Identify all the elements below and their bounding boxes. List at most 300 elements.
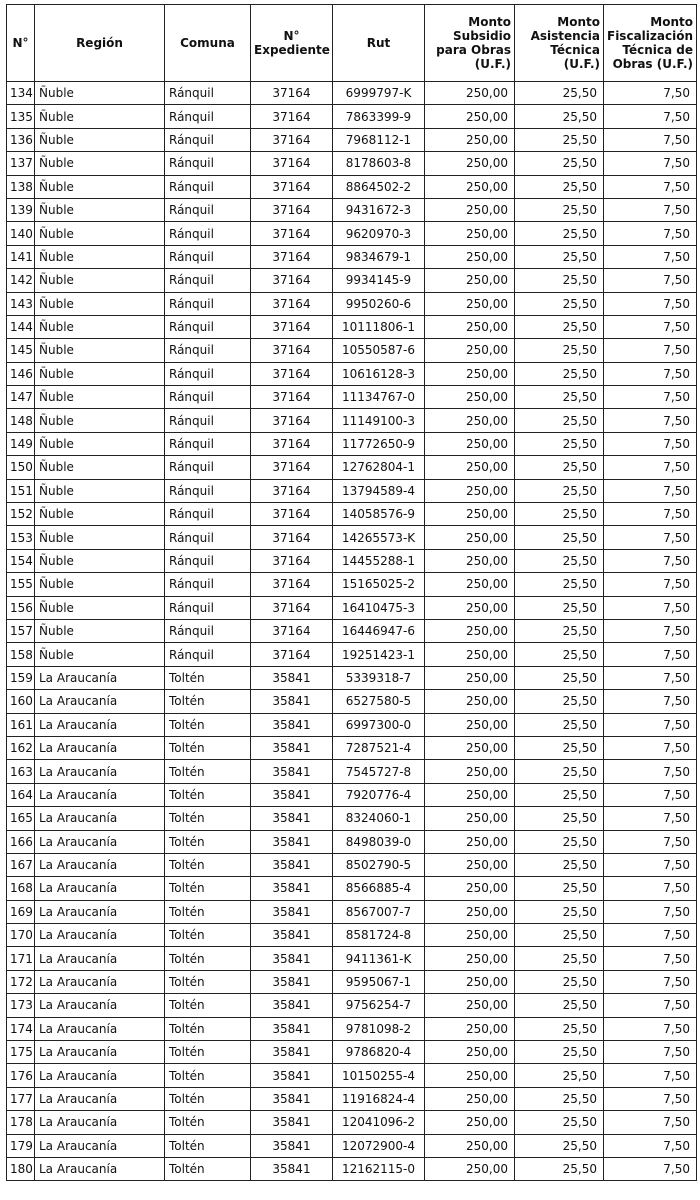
cell-rut: 8498039-0 [333,830,425,853]
cell-monto-asistencia: 25,50 [515,994,604,1017]
cell-monto-asistencia: 25,50 [515,1111,604,1134]
cell-monto-subsidio: 250,00 [425,760,515,783]
cell-region: Ñuble [35,503,165,526]
cell-comuna: Toltén [165,1157,251,1180]
cell-num: 139 [7,198,35,221]
cell-comuna: Ránquil [165,643,251,666]
cell-region: La Araucanía [35,690,165,713]
cell-num: 165 [7,807,35,830]
cell-monto-asistencia: 25,50 [515,315,604,338]
cell-num: 154 [7,549,35,572]
cell-monto-asistencia: 25,50 [515,105,604,128]
cell-num: 152 [7,503,35,526]
table-row [7,362,697,385]
cell-rut: 8178603-8 [333,152,425,175]
cell-region: La Araucanía [35,994,165,1017]
cell-monto-fiscalizacion: 7,50 [604,736,697,759]
cell-comuna: Ránquil [165,573,251,596]
cell-expediente: 35841 [251,690,333,713]
cell-monto-asistencia: 25,50 [515,526,604,549]
cell-region: La Araucanía [35,1064,165,1087]
cell-comuna: Toltén [165,760,251,783]
cell-region: Ñuble [35,409,165,432]
cell-monto-fiscalizacion: 7,50 [604,853,697,876]
cell-monto-subsidio: 250,00 [425,1134,515,1157]
table-row [7,526,697,549]
cell-comuna: Toltén [165,1041,251,1064]
cell-rut: 9620970-3 [333,222,425,245]
cell-comuna: Ránquil [165,526,251,549]
cell-rut: 9781098-2 [333,1017,425,1040]
cell-monto-subsidio: 250,00 [425,970,515,993]
cell-expediente: 35841 [251,713,333,736]
cell-comuna: Ránquil [165,386,251,409]
cell-num: 144 [7,315,35,338]
table-row [7,690,697,713]
cell-monto-subsidio: 250,00 [425,362,515,385]
cell-monto-fiscalizacion: 7,50 [604,713,697,736]
cell-region: Ñuble [35,269,165,292]
cell-monto-asistencia: 25,50 [515,245,604,268]
table-body [7,82,697,1181]
cell-monto-subsidio: 250,00 [425,105,515,128]
cell-region: La Araucanía [35,736,165,759]
cell-monto-asistencia: 25,50 [515,783,604,806]
table-row [7,736,697,759]
cell-num: 175 [7,1041,35,1064]
cell-monto-fiscalizacion: 7,50 [604,643,697,666]
cell-monto-asistencia: 25,50 [515,830,604,853]
cell-comuna: Ránquil [165,82,251,105]
cell-num: 161 [7,713,35,736]
cell-region: Ñuble [35,526,165,549]
cell-monto-asistencia: 25,50 [515,198,604,221]
cell-num: 162 [7,736,35,759]
cell-rut: 11772650-9 [333,432,425,455]
cell-rut: 11916824-4 [333,1087,425,1110]
cell-rut: 12162115-0 [333,1157,425,1180]
cell-monto-fiscalizacion: 7,50 [604,198,697,221]
cell-monto-asistencia: 25,50 [515,573,604,596]
cell-num: 155 [7,573,35,596]
cell-comuna: Toltén [165,853,251,876]
cell-monto-subsidio: 250,00 [425,222,515,245]
cell-num: 138 [7,175,35,198]
cell-num: 140 [7,222,35,245]
cell-monto-asistencia: 25,50 [515,175,604,198]
table-row [7,269,697,292]
cell-monto-fiscalizacion: 7,50 [604,666,697,689]
cell-monto-subsidio: 250,00 [425,690,515,713]
cell-monto-fiscalizacion: 7,50 [604,690,697,713]
cell-monto-asistencia: 25,50 [515,1017,604,1040]
cell-expediente: 35841 [251,1041,333,1064]
cell-comuna: Ránquil [165,596,251,619]
cell-region: La Araucanía [35,924,165,947]
cell-rut: 12041096-2 [333,1111,425,1134]
cell-monto-fiscalizacion: 7,50 [604,877,697,900]
cell-comuna: Ránquil [165,362,251,385]
table-row [7,456,697,479]
cell-rut: 9595067-1 [333,970,425,993]
cell-region: Ñuble [35,456,165,479]
cell-monto-subsidio: 250,00 [425,666,515,689]
cell-rut: 5339318-7 [333,666,425,689]
cell-expediente: 37164 [251,222,333,245]
cell-rut: 9431672-3 [333,198,425,221]
header-expediente: N° Expediente [251,5,333,82]
cell-comuna: Ránquil [165,292,251,315]
cell-monto-fiscalizacion: 7,50 [604,970,697,993]
cell-region: Ñuble [35,549,165,572]
cell-comuna: Ránquil [165,315,251,338]
cell-monto-subsidio: 250,00 [425,409,515,432]
table-row [7,245,697,268]
cell-num: 167 [7,853,35,876]
cell-num: 148 [7,409,35,432]
cell-monto-subsidio: 250,00 [425,339,515,362]
cell-region: Ñuble [35,479,165,502]
cell-monto-subsidio: 250,00 [425,783,515,806]
cell-monto-fiscalizacion: 7,50 [604,760,697,783]
table-row [7,82,697,105]
cell-expediente: 35841 [251,994,333,1017]
cell-rut: 13794589-4 [333,479,425,502]
cell-monto-fiscalizacion: 7,50 [604,807,697,830]
cell-rut: 9756254-7 [333,994,425,1017]
cell-monto-subsidio: 250,00 [425,947,515,970]
table-row [7,386,697,409]
cell-num: 134 [7,82,35,105]
cell-expediente: 37164 [251,456,333,479]
cell-expediente: 35841 [251,900,333,923]
table-row [7,877,697,900]
cell-monto-subsidio: 250,00 [425,736,515,759]
cell-rut: 6997300-0 [333,713,425,736]
cell-expediente: 35841 [251,877,333,900]
cell-monto-subsidio: 250,00 [425,386,515,409]
cell-comuna: Toltén [165,1111,251,1134]
cell-expediente: 37164 [251,409,333,432]
cell-comuna: Toltén [165,970,251,993]
cell-rut: 11149100-3 [333,409,425,432]
cell-monto-subsidio: 250,00 [425,924,515,947]
cell-comuna: Ránquil [165,245,251,268]
cell-expediente: 37164 [251,596,333,619]
cell-monto-subsidio: 250,00 [425,245,515,268]
cell-expediente: 37164 [251,175,333,198]
cell-num: 157 [7,619,35,642]
cell-expediente: 37164 [251,386,333,409]
cell-comuna: Toltén [165,783,251,806]
cell-rut: 7545727-8 [333,760,425,783]
cell-monto-subsidio: 250,00 [425,643,515,666]
cell-region: La Araucanía [35,713,165,736]
table-row [7,128,697,151]
cell-monto-subsidio: 250,00 [425,713,515,736]
cell-region: La Araucanía [35,853,165,876]
cell-monto-asistencia: 25,50 [515,222,604,245]
cell-rut: 11134767-0 [333,386,425,409]
header-num: N° [7,5,35,82]
cell-region: La Araucanía [35,1041,165,1064]
cell-comuna: Toltén [165,947,251,970]
cell-monto-asistencia: 25,50 [515,1041,604,1064]
cell-expediente: 35841 [251,807,333,830]
cell-num: 168 [7,877,35,900]
cell-region: Ñuble [35,128,165,151]
cell-num: 174 [7,1017,35,1040]
cell-monto-fiscalizacion: 7,50 [604,573,697,596]
cell-monto-fiscalizacion: 7,50 [604,924,697,947]
table-row [7,152,697,175]
cell-expediente: 37164 [251,82,333,105]
cell-region: Ñuble [35,292,165,315]
cell-region: Ñuble [35,619,165,642]
cell-comuna: Toltén [165,1087,251,1110]
cell-expediente: 37164 [251,105,333,128]
cell-monto-asistencia: 25,50 [515,736,604,759]
cell-monto-asistencia: 25,50 [515,503,604,526]
cell-region: Ñuble [35,152,165,175]
table-row [7,783,697,806]
cell-num: 142 [7,269,35,292]
cell-num: 178 [7,1111,35,1134]
cell-monto-subsidio: 250,00 [425,456,515,479]
cell-monto-fiscalizacion: 7,50 [604,1017,697,1040]
cell-monto-subsidio: 250,00 [425,152,515,175]
cell-monto-fiscalizacion: 7,50 [604,1041,697,1064]
cell-expediente: 35841 [251,666,333,689]
cell-monto-fiscalizacion: 7,50 [604,1087,697,1110]
cell-monto-fiscalizacion: 7,50 [604,479,697,502]
table-row [7,503,697,526]
cell-comuna: Ránquil [165,175,251,198]
cell-region: Ñuble [35,596,165,619]
cell-comuna: Toltén [165,807,251,830]
cell-region: La Araucanía [35,783,165,806]
cell-num: 180 [7,1157,35,1180]
cell-rut: 9786820-4 [333,1041,425,1064]
cell-monto-asistencia: 25,50 [515,713,604,736]
cell-num: 158 [7,643,35,666]
cell-num: 160 [7,690,35,713]
cell-rut: 9834679-1 [333,245,425,268]
cell-region: La Araucanía [35,1111,165,1134]
table-row [7,900,697,923]
cell-comuna: Ránquil [165,198,251,221]
cell-monto-fiscalizacion: 7,50 [604,152,697,175]
cell-monto-subsidio: 250,00 [425,82,515,105]
cell-region: La Araucanía [35,666,165,689]
cell-monto-fiscalizacion: 7,50 [604,432,697,455]
cell-monto-asistencia: 25,50 [515,619,604,642]
cell-monto-fiscalizacion: 7,50 [604,900,697,923]
cell-monto-subsidio: 250,00 [425,315,515,338]
cell-rut: 7968112-1 [333,128,425,151]
cell-num: 172 [7,970,35,993]
cell-expediente: 37164 [251,339,333,362]
cell-region: Ñuble [35,198,165,221]
table-row [7,619,697,642]
cell-expediente: 37164 [251,573,333,596]
cell-monto-fiscalizacion: 7,50 [604,222,697,245]
cell-num: 143 [7,292,35,315]
cell-num: 179 [7,1134,35,1157]
cell-num: 163 [7,760,35,783]
cell-monto-asistencia: 25,50 [515,947,604,970]
cell-rut: 8567007-7 [333,900,425,923]
cell-region: La Araucanía [35,807,165,830]
cell-region: Ñuble [35,573,165,596]
cell-num: 135 [7,105,35,128]
cell-comuna: Toltén [165,1064,251,1087]
cell-rut: 6999797-K [333,82,425,105]
cell-comuna: Ránquil [165,456,251,479]
cell-region: Ñuble [35,362,165,385]
cell-monto-asistencia: 25,50 [515,1064,604,1087]
table-row [7,1157,697,1180]
cell-rut: 8324060-1 [333,807,425,830]
cell-comuna: Ránquil [165,409,251,432]
cell-rut: 14455288-1 [333,549,425,572]
cell-rut: 10616128-3 [333,362,425,385]
cell-rut: 14265573-K [333,526,425,549]
cell-monto-asistencia: 25,50 [515,807,604,830]
cell-monto-asistencia: 25,50 [515,479,604,502]
table-row [7,479,697,502]
cell-expediente: 37164 [251,245,333,268]
table-row [7,315,697,338]
cell-monto-fiscalizacion: 7,50 [604,503,697,526]
cell-monto-subsidio: 250,00 [425,619,515,642]
cell-rut: 10550587-6 [333,339,425,362]
cell-num: 141 [7,245,35,268]
table-row [7,947,697,970]
cell-monto-subsidio: 250,00 [425,198,515,221]
cell-region: Ñuble [35,245,165,268]
cell-monto-fiscalizacion: 7,50 [604,315,697,338]
cell-monto-asistencia: 25,50 [515,409,604,432]
cell-region: Ñuble [35,643,165,666]
cell-monto-subsidio: 250,00 [425,994,515,1017]
cell-region: Ñuble [35,175,165,198]
cell-region: Ñuble [35,315,165,338]
cell-monto-subsidio: 250,00 [425,175,515,198]
cell-monto-subsidio: 250,00 [425,596,515,619]
table-row [7,292,697,315]
table-header [7,5,697,82]
cell-region: Ñuble [35,339,165,362]
cell-monto-fiscalizacion: 7,50 [604,596,697,619]
table-row [7,643,697,666]
cell-expediente: 35841 [251,1017,333,1040]
cell-rut: 16446947-6 [333,619,425,642]
cell-expediente: 37164 [251,128,333,151]
cell-rut: 8581724-8 [333,924,425,947]
cell-monto-fiscalizacion: 7,50 [604,783,697,806]
cell-rut: 7863399-9 [333,105,425,128]
cell-monto-fiscalizacion: 7,50 [604,456,697,479]
cell-expediente: 37164 [251,269,333,292]
table-row [7,924,697,947]
cell-region: La Araucanía [35,970,165,993]
cell-expediente: 35841 [251,760,333,783]
cell-expediente: 37164 [251,362,333,385]
table-row [7,994,697,1017]
cell-monto-fiscalizacion: 7,50 [604,619,697,642]
cell-monto-fiscalizacion: 7,50 [604,1157,697,1180]
cell-comuna: Toltén [165,994,251,1017]
cell-expediente: 37164 [251,292,333,315]
cell-rut: 14058576-9 [333,503,425,526]
cell-monto-asistencia: 25,50 [515,900,604,923]
cell-rut: 7920776-4 [333,783,425,806]
cell-monto-fiscalizacion: 7,50 [604,386,697,409]
cell-expediente: 35841 [251,970,333,993]
table-row [7,596,697,619]
cell-monto-subsidio: 250,00 [425,269,515,292]
cell-comuna: Toltén [165,1134,251,1157]
cell-comuna: Ránquil [165,105,251,128]
cell-monto-subsidio: 250,00 [425,128,515,151]
cell-rut: 9950260-6 [333,292,425,315]
cell-num: 166 [7,830,35,853]
table-row [7,1111,697,1134]
cell-expediente: 37164 [251,315,333,338]
cell-num: 137 [7,152,35,175]
table-row [7,760,697,783]
header-comuna: Comuna [165,5,251,82]
cell-comuna: Toltén [165,713,251,736]
cell-comuna: Toltén [165,1017,251,1040]
cell-comuna: Ránquil [165,222,251,245]
cell-monto-subsidio: 250,00 [425,549,515,572]
cell-monto-subsidio: 250,00 [425,1111,515,1134]
cell-rut: 9411361-K [333,947,425,970]
cell-num: 146 [7,362,35,385]
header-row [7,5,697,82]
table-row [7,1041,697,1064]
cell-comuna: Ránquil [165,128,251,151]
cell-monto-fiscalizacion: 7,50 [604,105,697,128]
cell-comuna: Ránquil [165,619,251,642]
table-row [7,1017,697,1040]
cell-monto-asistencia: 25,50 [515,970,604,993]
cell-monto-fiscalizacion: 7,50 [604,1111,697,1134]
cell-num: 164 [7,783,35,806]
cell-monto-asistencia: 25,50 [515,386,604,409]
table-row [7,432,697,455]
cell-num: 150 [7,456,35,479]
cell-rut: 12072900-4 [333,1134,425,1157]
table-row [7,807,697,830]
cell-monto-asistencia: 25,50 [515,853,604,876]
cell-region: La Araucanía [35,830,165,853]
cell-monto-asistencia: 25,50 [515,596,604,619]
header-monto-subsidio: Monto Subsidio para Obras (U.F.) [425,5,515,82]
cell-monto-fiscalizacion: 7,50 [604,994,697,1017]
cell-monto-subsidio: 250,00 [425,1041,515,1064]
cell-monto-asistencia: 25,50 [515,292,604,315]
cell-monto-fiscalizacion: 7,50 [604,269,697,292]
cell-expediente: 35841 [251,1111,333,1134]
cell-monto-subsidio: 250,00 [425,1064,515,1087]
table-row [7,573,697,596]
cell-rut: 19251423-1 [333,643,425,666]
table-row [7,549,697,572]
cell-comuna: Toltén [165,690,251,713]
